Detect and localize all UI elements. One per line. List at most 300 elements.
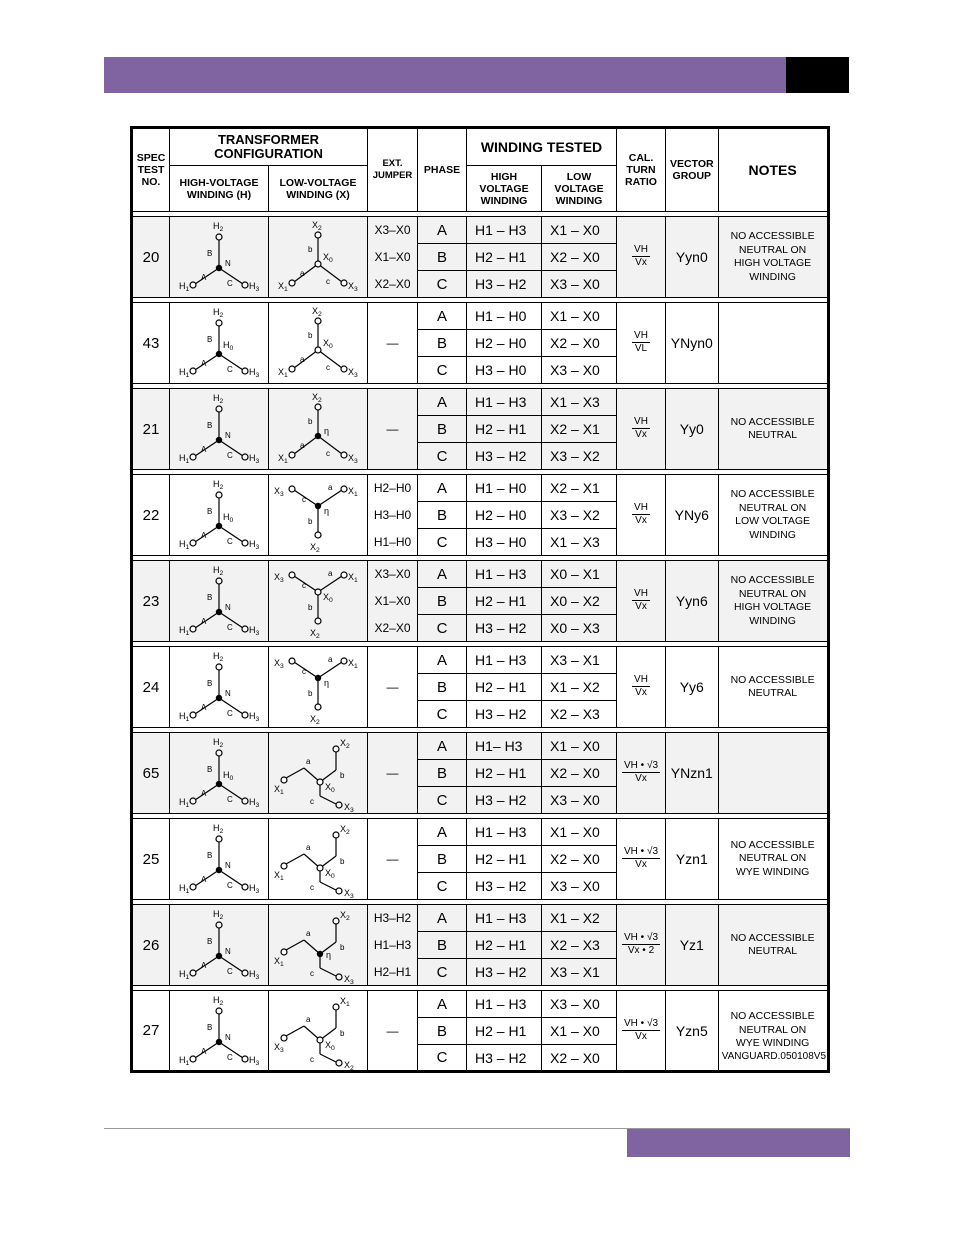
hv-wye-diagram: [171, 734, 267, 812]
cal-turn-ratio-cell: [617, 303, 666, 384]
ratio-denominator: Vx • 2: [627, 945, 655, 956]
low-voltage-test-cell: X2 – X0: [542, 244, 617, 271]
svg-text:X3: $X_3$: [274, 572, 284, 584]
svg-text:c: c: [310, 1054, 314, 1064]
phase-cell: C: [418, 873, 467, 900]
lv-winding-cell: [269, 475, 368, 556]
high-voltage-test-cell: H3 – H2: [467, 873, 542, 900]
cal-turn-ratio-cell: [617, 561, 666, 642]
phase-cell: B: [418, 932, 467, 959]
low-voltage-test-cell: X1 – X0: [542, 217, 617, 244]
vector-group-cell: Yy6: [666, 647, 719, 728]
notes-cell: NO ACCESSIBLE NEUTRAL: [718, 647, 828, 728]
svg-text:X3: $X_3$: [344, 802, 354, 812]
high-voltage-test-cell: H1 – H3: [467, 905, 542, 932]
svg-text:A: A: [201, 531, 207, 540]
hv-winding-cell: [170, 733, 269, 814]
table-row: [132, 303, 829, 330]
svg-text:N: N: [225, 431, 231, 440]
lv-winding-diagram: [270, 390, 366, 468]
svg-text:X2: $X_2$: [310, 628, 320, 640]
cal-turn-ratio-cell: [617, 217, 666, 298]
svg-text:b: b: [308, 417, 313, 426]
svg-text:X1: $X_1$: [274, 784, 284, 796]
svg-text:N: N: [225, 947, 231, 956]
turn-ratio-fraction: [632, 244, 650, 269]
svg-text:H0: $H_0$: [223, 340, 234, 352]
vector-group-cell: YNy6: [666, 475, 719, 556]
svg-text:b: b: [308, 603, 313, 612]
svg-text:H2: $H_2$: [213, 651, 224, 663]
ratio-numerator: VH: [634, 588, 648, 599]
phase-cell: C: [418, 357, 467, 384]
svg-text:a: a: [306, 757, 311, 766]
svg-text:H1: $H_1$: [179, 1054, 190, 1067]
lv-winding-cell: [269, 819, 368, 900]
high-voltage-test-cell: H3 – H2: [467, 271, 542, 298]
svg-text:b: b: [308, 517, 313, 526]
high-voltage-test-cell: H2 – H1: [467, 760, 542, 787]
notes-cell: [718, 303, 828, 384]
phase-cell: B: [418, 416, 467, 443]
high-voltage-test-cell: H1 – H3: [467, 991, 542, 1018]
hv-wye-diagram: [171, 820, 267, 898]
svg-text:C: C: [227, 795, 233, 804]
svg-text:X1: $X_1$: [278, 281, 288, 293]
hv-wye-diagram: [171, 476, 267, 554]
vector-group-cell: Yy0: [666, 389, 719, 470]
phase-cell: C: [418, 701, 467, 728]
svg-text:A: A: [201, 273, 207, 282]
phase-cell: B: [418, 674, 467, 701]
notes-cell: NO ACCESSIBLE NEUTRAL: [718, 389, 828, 470]
svg-text:A: A: [201, 961, 207, 970]
low-voltage-test-cell: X0 – X2: [542, 588, 617, 615]
phase-cell: A: [418, 561, 467, 588]
svg-text:a: a: [328, 655, 333, 664]
phase-cell: C: [418, 615, 467, 642]
spec-test-number: 25: [132, 819, 170, 900]
low-voltage-test-cell: X2 – X0: [542, 760, 617, 787]
phase-cell: A: [418, 475, 467, 502]
svg-text:c: c: [302, 581, 306, 590]
hv-wye-diagram: [171, 992, 267, 1070]
spec-test-number: 23: [132, 561, 170, 642]
svg-text:C: C: [227, 537, 233, 546]
phase-cell: B: [418, 244, 467, 271]
high-voltage-test-cell: H2 – H1: [467, 416, 542, 443]
svg-text:A: A: [201, 789, 207, 798]
ext-jumper-cell: —: [368, 647, 418, 728]
lv-winding-cell: [269, 217, 368, 298]
svg-text:H1: $H_1$: [179, 281, 190, 293]
header-high-voltage-winding: HIGH VOLTAGE WINDING: [467, 166, 542, 212]
lv-winding-cell: [269, 733, 368, 814]
phase-cell: A: [418, 991, 467, 1018]
ext-jumper-cell: —: [368, 303, 418, 384]
svg-text:H2: $H_2$: [213, 307, 224, 319]
phase-cell: A: [418, 733, 467, 760]
svg-text:H1: $H_1$: [179, 367, 190, 379]
turn-ratio-fraction: [622, 1018, 660, 1043]
phase-cell: A: [418, 647, 467, 674]
svg-text:C: C: [227, 709, 233, 718]
lv-winding-diagram: [270, 734, 366, 812]
header-page-block: [786, 57, 849, 93]
svg-text:b: b: [308, 245, 313, 254]
svg-text:A: A: [201, 359, 207, 368]
svg-text:N: N: [225, 259, 231, 268]
svg-text:a: a: [300, 355, 305, 364]
turn-ratio-fraction: [632, 502, 650, 527]
svg-text:A: A: [201, 875, 207, 884]
phase-cell: C: [418, 443, 467, 470]
header-vector-group: VECTOR GROUP: [666, 128, 719, 212]
svg-text:η: η: [326, 950, 332, 960]
cal-turn-ratio-cell: [617, 819, 666, 900]
footer-document-code: VANGUARD.050108V5: [721, 1051, 826, 1062]
svg-text:X0: $X_0$: [323, 252, 333, 264]
ratio-numerator: VH • √3: [624, 760, 658, 771]
svg-text:H2: $H_2$: [213, 994, 224, 1007]
high-voltage-test-cell: H2 – H1: [467, 846, 542, 873]
svg-text:X1: $X_1$: [278, 453, 288, 465]
svg-text:C: C: [227, 623, 233, 632]
ext-jumper-cell: H1–H0: [368, 529, 418, 556]
vector-group-cell: Yzn1: [666, 819, 719, 900]
table-row: [132, 991, 829, 1018]
svg-text:N: N: [225, 689, 231, 698]
low-voltage-test-cell: X2 – X0: [542, 330, 617, 357]
header-lv-winding: LOW-VOLTAGE WINDING (X): [269, 166, 368, 212]
spec-test-number: 20: [132, 217, 170, 298]
high-voltage-test-cell: H3 – H2: [467, 615, 542, 642]
svg-text:X3: $X_3$: [348, 453, 358, 465]
high-voltage-test-cell: H1 – H0: [467, 475, 542, 502]
svg-text:N: N: [225, 1032, 231, 1042]
hv-winding-cell: [170, 647, 269, 728]
hv-wye-diagram: [171, 390, 267, 468]
spec-test-number: 43: [132, 303, 170, 384]
ext-jumper-cell: X2–X0: [368, 271, 418, 298]
svg-text:C: C: [227, 451, 233, 460]
low-voltage-test-cell: X3 – X1: [542, 647, 617, 674]
svg-text:B: B: [207, 937, 213, 946]
low-voltage-test-cell: X2 – X3: [542, 932, 617, 959]
ext-jumper-cell: H1–H3: [368, 932, 418, 959]
lv-winding-diagram: [270, 218, 366, 296]
phase-cell: B: [418, 588, 467, 615]
low-voltage-test-cell: X1 – X2: [542, 674, 617, 701]
svg-text:c: c: [302, 667, 306, 676]
spec-test-number: 26: [132, 905, 170, 986]
high-voltage-test-cell: H2 – H0: [467, 502, 542, 529]
phase-cell: A: [418, 905, 467, 932]
ratio-numerator: VH: [634, 674, 648, 685]
svg-text:B: B: [207, 679, 213, 688]
notes-cell: NO ACCESSIBLE NEUTRAL ON WYE WINDING: [718, 991, 828, 1072]
turn-ratio-fraction: [622, 760, 660, 785]
high-voltage-test-cell: H3 – H2: [467, 787, 542, 814]
svg-text:X1: $X_1$: [348, 572, 358, 584]
svg-text:b: b: [340, 943, 345, 952]
ext-jumper-cell: X1–X0: [368, 244, 418, 271]
low-voltage-test-cell: X2 – X1: [542, 475, 617, 502]
svg-text:C: C: [227, 1052, 233, 1062]
ext-jumper-cell: H2–H0: [368, 475, 418, 502]
high-voltage-test-cell: H2 – H1: [467, 244, 542, 271]
svg-text:X3: $X_3$: [274, 1041, 284, 1054]
header-notes: NOTES: [718, 128, 828, 212]
lv-winding-cell: [269, 303, 368, 384]
turn-ratio-fraction: [622, 932, 660, 957]
high-voltage-test-cell: H3 – H2: [467, 1045, 542, 1072]
ratio-numerator: VH: [634, 416, 648, 427]
ext-jumper-cell: H3–H2: [368, 905, 418, 932]
high-voltage-test-cell: H2 – H1: [467, 932, 542, 959]
ext-jumper-cell: X1–X0: [368, 588, 418, 615]
high-voltage-test-cell: H3 – H2: [467, 959, 542, 986]
svg-text:η: η: [324, 506, 330, 516]
cal-turn-ratio-cell: [617, 475, 666, 556]
vector-group-cell: Yyn0: [666, 217, 719, 298]
svg-text:b: b: [340, 771, 345, 780]
phase-cell: C: [418, 959, 467, 986]
svg-text:N: N: [225, 603, 231, 612]
lv-winding-diagram: [270, 906, 366, 984]
svg-text:H2: $H_2$: [213, 479, 224, 491]
hv-wye-diagram: [171, 648, 267, 726]
svg-text:B: B: [207, 851, 213, 860]
low-voltage-test-cell: X3 – X2: [542, 502, 617, 529]
high-voltage-test-cell: H1 – H3: [467, 389, 542, 416]
svg-text:C: C: [227, 881, 233, 890]
low-voltage-test-cell: X3 – X0: [542, 357, 617, 384]
ratio-denominator: Vx: [635, 687, 647, 698]
header-ext-jumper: EXT. JUMPER: [368, 128, 418, 212]
ext-jumper-cell: X2–X0: [368, 615, 418, 642]
lv-winding-diagram: [270, 476, 366, 554]
ext-jumper-cell: H3–H0: [368, 502, 418, 529]
svg-text:b: b: [308, 331, 313, 340]
ratio-denominator: Vx: [635, 859, 647, 870]
high-voltage-test-cell: H3 – H2: [467, 701, 542, 728]
cal-turn-ratio-cell: [617, 389, 666, 470]
svg-text:a: a: [306, 843, 311, 852]
low-voltage-test-cell: X1 – X3: [542, 529, 617, 556]
svg-text:X2: $X_2$: [340, 824, 350, 836]
phase-cell: C: [418, 529, 467, 556]
vector-group-cell: Yzn5: [666, 991, 719, 1072]
ratio-denominator: Vx: [635, 1030, 647, 1042]
svg-text:H0: $H_0$: [223, 770, 234, 782]
vector-group-cell: Yyn6: [666, 561, 719, 642]
svg-text:B: B: [207, 1022, 213, 1032]
svg-text:a: a: [328, 569, 333, 578]
turn-ratio-fraction: [632, 416, 650, 441]
svg-text:X2: $X_2$: [312, 306, 322, 318]
low-voltage-test-cell: X1 – X0: [542, 819, 617, 846]
phase-cell: B: [418, 330, 467, 357]
svg-text:X0: $X_0$: [323, 592, 333, 604]
ext-jumper-cell: —: [368, 389, 418, 470]
hv-winding-cell: [170, 819, 269, 900]
svg-text:N: N: [225, 861, 231, 870]
svg-text:X2: $X_2$: [312, 392, 322, 404]
phase-cell: B: [418, 846, 467, 873]
svg-text:X1: $X_1$: [340, 995, 350, 1008]
svg-text:a: a: [306, 1014, 311, 1024]
low-voltage-test-cell: X3 – X2: [542, 443, 617, 470]
hv-winding-cell: [170, 905, 269, 986]
ratio-denominator: Vx: [635, 257, 647, 268]
svg-text:c: c: [310, 797, 314, 806]
header-transformer-configuration: TRANSFORMER CONFIGURATION: [170, 128, 368, 166]
hv-winding-cell: [170, 561, 269, 642]
svg-text:b: b: [340, 857, 345, 866]
ratio-numerator: VH • √3: [624, 846, 658, 857]
header-band: [104, 57, 786, 93]
phase-cell: A: [418, 303, 467, 330]
svg-text:C: C: [227, 365, 233, 374]
lv-winding-cell: [269, 991, 368, 1072]
lv-winding-diagram: [270, 562, 366, 640]
svg-text:B: B: [207, 249, 213, 258]
spec-test-number: 21: [132, 389, 170, 470]
high-voltage-test-cell: H1 – H3: [467, 561, 542, 588]
phase-cell: B: [418, 1018, 467, 1045]
ext-jumper-cell: —: [368, 991, 418, 1072]
lv-winding-diagram: [270, 992, 366, 1070]
svg-text:H3: $H_3$: [249, 625, 260, 637]
phase-cell: A: [418, 217, 467, 244]
cal-turn-ratio-cell: [617, 905, 666, 986]
hv-winding-cell: [170, 475, 269, 556]
vector-group-cell: Yz1: [666, 905, 719, 986]
svg-text:X3: $X_3$: [344, 974, 354, 984]
vector-group-cell: YNyn0: [666, 303, 719, 384]
low-voltage-test-cell: X1 – X0: [542, 733, 617, 760]
low-voltage-test-cell: X1 – X0: [542, 1018, 617, 1045]
svg-text:X2: $X_2$: [344, 1059, 354, 1070]
header-cal-turn-ratio: CAL. TURN RATIO: [617, 128, 666, 212]
low-voltage-test-cell: X1 – X3: [542, 389, 617, 416]
header-low-voltage-winding: LOW VOLTAGE WINDING: [542, 166, 617, 212]
low-voltage-test-cell: X0 – X1: [542, 561, 617, 588]
svg-text:X2: $X_2$: [312, 220, 322, 232]
svg-text:H2: $H_2$: [213, 221, 224, 233]
ext-jumper-cell: X3–X0: [368, 217, 418, 244]
svg-text:b: b: [340, 1028, 345, 1038]
svg-text:H1: $H_1$: [179, 453, 190, 465]
hv-winding-cell: [170, 303, 269, 384]
turn-ratio-fraction: [632, 330, 650, 355]
svg-text:H3: $H_3$: [249, 969, 260, 981]
svg-text:H2: $H_2$: [213, 737, 224, 749]
svg-text:H3: $H_3$: [249, 453, 260, 465]
svg-text:H1: $H_1$: [179, 711, 190, 723]
ext-jumper-cell: H2–H1: [368, 959, 418, 986]
svg-text:a: a: [300, 269, 305, 278]
ratio-numerator: VH: [634, 244, 648, 255]
phase-cell: C: [418, 271, 467, 298]
spec-test-number: 27: [132, 991, 170, 1072]
cal-turn-ratio-cell: [617, 733, 666, 814]
svg-text:H1: $H_1$: [179, 539, 190, 551]
svg-text:X3: $X_3$: [274, 658, 284, 670]
svg-text:H3: $H_3$: [249, 711, 260, 723]
notes-cell: [718, 733, 828, 814]
svg-text:X1: $X_1$: [348, 658, 358, 670]
svg-text:B: B: [207, 335, 213, 344]
svg-text:H3: $H_3$: [249, 539, 260, 551]
low-voltage-test-cell: X3 – X0: [542, 873, 617, 900]
svg-text:c: c: [310, 883, 314, 892]
table-row: [132, 475, 829, 502]
svg-text:H3: $H_3$: [249, 797, 260, 809]
low-voltage-test-cell: X3 – X0: [542, 991, 617, 1018]
transformer-spec-table: [130, 126, 830, 1073]
table-row: [132, 905, 829, 932]
svg-text:C: C: [227, 279, 233, 288]
svg-text:a: a: [328, 483, 333, 492]
hv-winding-cell: [170, 217, 269, 298]
svg-text:B: B: [207, 507, 213, 516]
svg-text:H3: $H_3$: [249, 883, 260, 895]
low-voltage-test-cell: X3 – X1: [542, 959, 617, 986]
high-voltage-test-cell: H3 – H0: [467, 529, 542, 556]
ext-jumper-cell: —: [368, 819, 418, 900]
cal-turn-ratio-cell: [617, 647, 666, 728]
high-voltage-test-cell: H2 – H1: [467, 1018, 542, 1045]
table-row: [132, 561, 829, 588]
svg-text:A: A: [201, 617, 207, 626]
turn-ratio-fraction: [622, 846, 660, 871]
header-phase: PHASE: [418, 128, 467, 212]
high-voltage-test-cell: H3 – H2: [467, 443, 542, 470]
ratio-numerator: VH • √3: [624, 1017, 658, 1029]
svg-text:X2: $X_2$: [310, 714, 320, 726]
svg-text:X3: $X_3$: [348, 281, 358, 293]
high-voltage-test-cell: H2 – H1: [467, 674, 542, 701]
phase-cell: C: [418, 1045, 467, 1072]
ratio-numerator: VH • √3: [624, 932, 658, 943]
hv-wye-diagram: [171, 906, 267, 984]
svg-text:X1: $X_1$: [278, 367, 288, 379]
svg-text:H1: $H_1$: [179, 969, 190, 981]
ratio-denominator: Vx: [635, 601, 647, 612]
svg-text:H1: $H_1$: [179, 625, 190, 637]
svg-text:C: C: [227, 967, 233, 976]
lv-winding-diagram: [270, 304, 366, 382]
phase-cell: A: [418, 819, 467, 846]
ratio-denominator: Vx: [635, 773, 647, 784]
table-row: [132, 647, 829, 674]
svg-text:X3: $X_3$: [348, 367, 358, 379]
notes-cell: NO ACCESSIBLE NEUTRAL ON HIGH VOLTAGE WINDING: [718, 561, 828, 642]
lv-winding-cell: [269, 647, 368, 728]
notes-cell: NO ACCESSIBLE NEUTRAL ON WYE WINDING: [718, 819, 828, 900]
svg-text:X2: $X_2$: [340, 738, 350, 750]
low-voltage-test-cell: X1 – X2: [542, 905, 617, 932]
lv-winding-diagram: [270, 648, 366, 726]
notes-cell: NO ACCESSIBLE NEUTRAL: [718, 905, 828, 986]
header-winding-tested: WINDING TESTED: [467, 128, 617, 166]
ext-jumper-cell: —: [368, 733, 418, 814]
svg-text:H3: $H_3$: [249, 367, 260, 379]
header-hv-winding: HIGH-VOLTAGE WINDING (H): [170, 166, 269, 212]
svg-text:H0: $H_0$: [223, 512, 234, 524]
